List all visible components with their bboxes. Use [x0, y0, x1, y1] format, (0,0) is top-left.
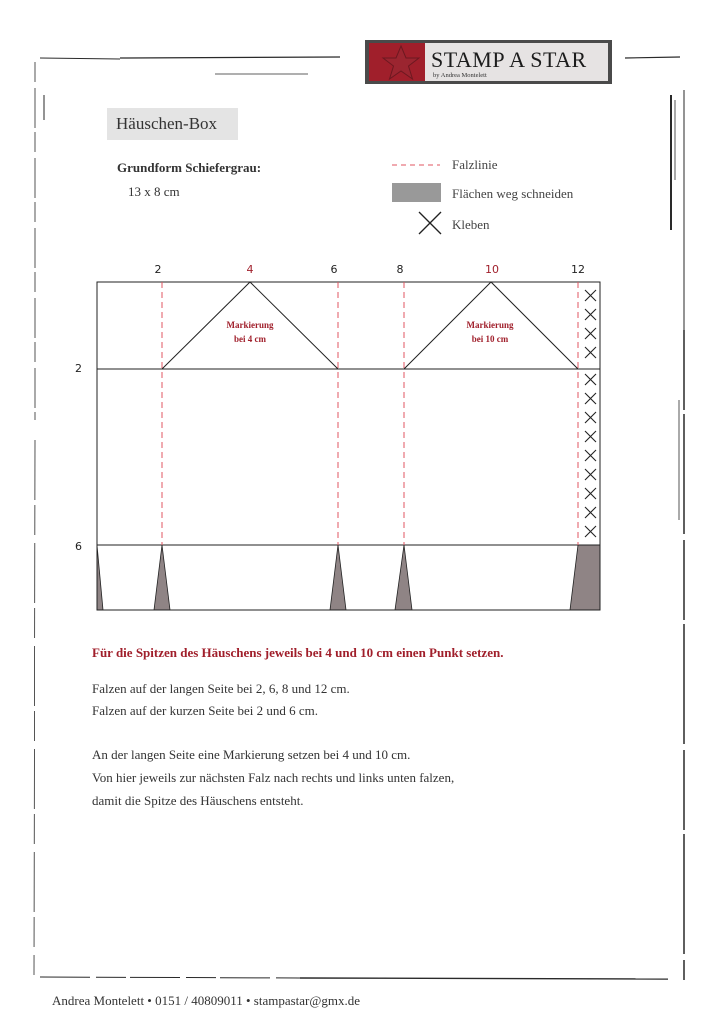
legend-cut-label: Flächen weg schneiden	[452, 186, 574, 201]
base-size: 13 x 8 cm	[128, 184, 180, 199]
cut-area-12	[570, 545, 600, 610]
page-title: Häuschen-Box	[116, 114, 218, 133]
footer-contact: Andrea Montelett • 0151 / 40809011 • stampastar@gmx.de	[52, 993, 360, 1008]
tick-top-10: 10	[485, 263, 499, 276]
instruction-fold-long: Falzen auf der langen Seite bei 2, 6, 8 und 12 cm.	[92, 681, 350, 696]
tick-top-4: 4	[246, 263, 254, 276]
tick-side-2: 2	[75, 362, 82, 375]
glue-strip	[585, 290, 596, 537]
legend-fold-label: Falzlinie	[452, 157, 498, 172]
cut-area-8	[395, 545, 412, 610]
instruction-mark-3: damit die Spitze des Häuschens entsteht.	[92, 793, 304, 808]
marker-label-10: Markierung bei 10 cm	[466, 320, 514, 344]
cut-area-left-edge	[97, 545, 103, 610]
tick-top-2: 2	[154, 263, 162, 276]
cut-area-2	[154, 545, 170, 610]
tick-top-6: 6	[330, 263, 338, 276]
instruction-fold-short: Falzen auf der kurzen Seite bei 2 und 6 cm.	[92, 703, 318, 718]
tick-top-12: 12	[571, 263, 585, 276]
marker-label-4: Markierung bei 4 cm	[226, 320, 274, 344]
brand-byline: by Andrea Montelett	[433, 72, 487, 79]
brand-name: STAMP A STAR	[431, 47, 587, 72]
instruction-mark-1: An der langen Seite eine Markierung setzen bei 4 und 10 cm.	[92, 747, 411, 762]
tick-top-8: 8	[396, 263, 404, 276]
cut-area-6	[330, 545, 346, 610]
instruction-mark-2: Von hier jeweils zur nächsten Falz nach rechts und links unten falzen,	[92, 770, 455, 785]
tick-side-6: 6	[75, 540, 82, 553]
legend-glue-label: Kleben	[452, 217, 490, 232]
base-label: Grundform Schiefergrau:	[117, 160, 262, 175]
instruction-heading: Für die Spitzen des Häuschens jeweils bei 4 und 10 cm einen Punkt setzen.	[92, 645, 504, 660]
